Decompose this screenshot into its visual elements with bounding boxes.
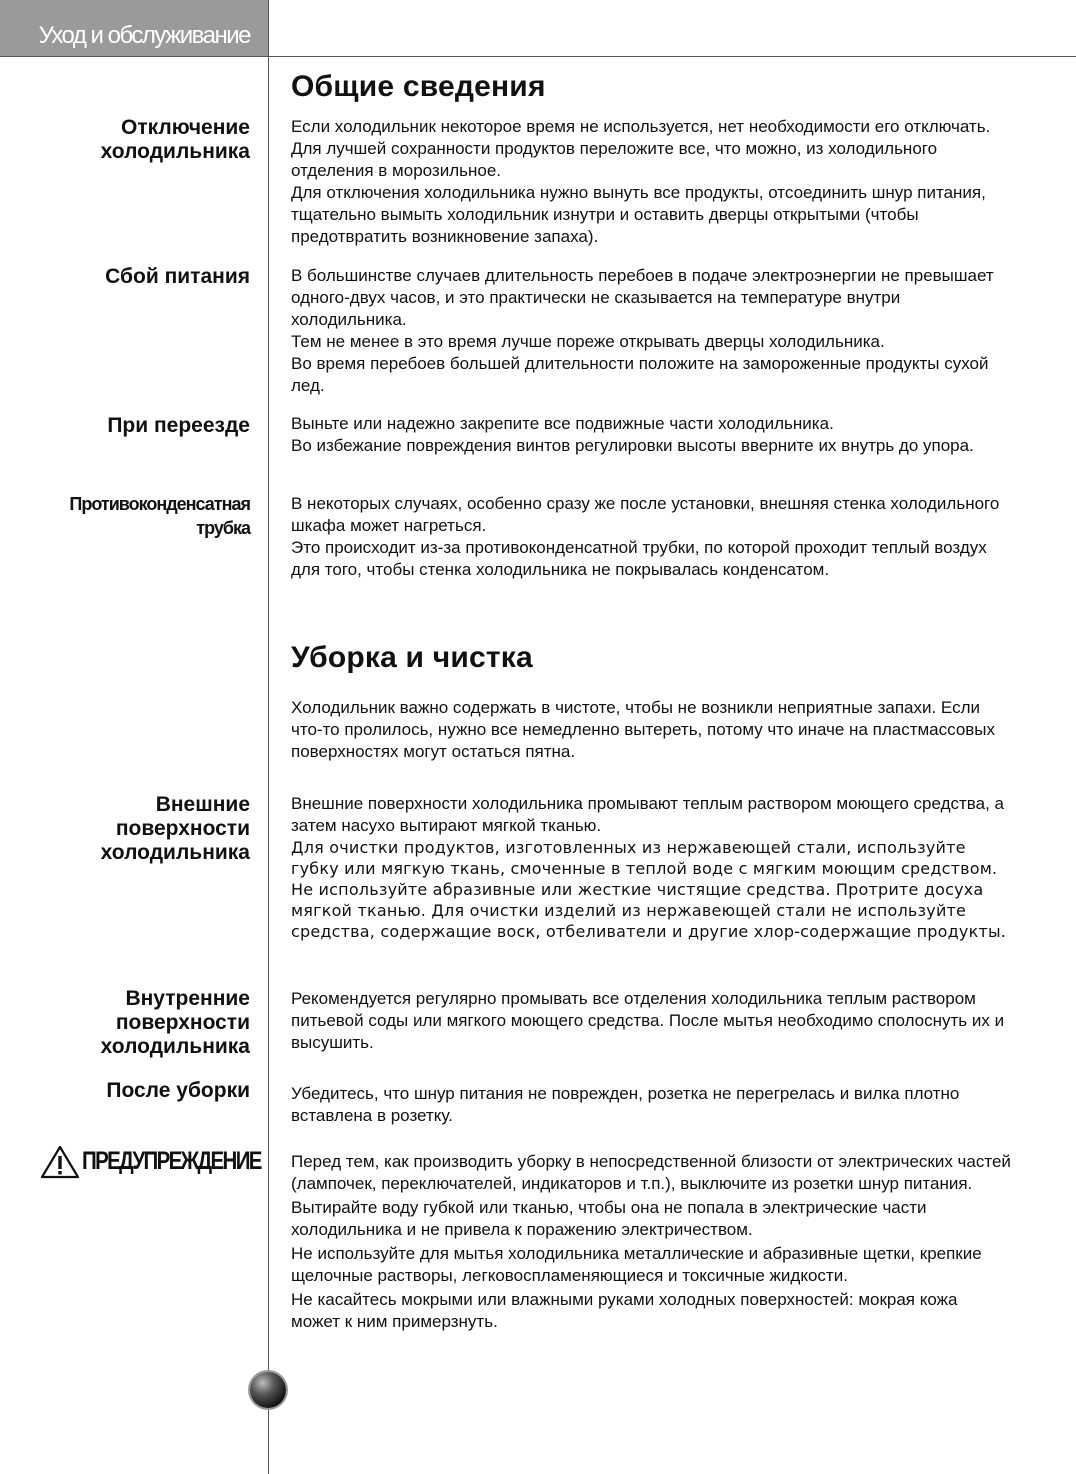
text-moving: Выньте или надежно закрепите все подвижные части холодильника. Во избежание повреждения винтов регулировки высоты вверните их внутрь до упора. xyxy=(291,414,974,455)
text-anticondensation-pipe: В некоторых случаях, особенно сразу же после установки, внешняя стенка холодильного шкафа может нагреться. Это происходит из-за противоконденсатной трубки, по которой проходит теплый воздух для того, чтобы стенка холодильника не покрывалась конденсатом. xyxy=(291,494,1000,579)
label-anticondensation-pipe: Противоконденсатная трубка xyxy=(69,494,250,538)
warning-triangle-icon xyxy=(40,1145,80,1179)
text-exterior-surfaces: Внешние поверхности холодильника промывают теплым раствором моющего средства, а затем насухо вытирают мягкой тканью. Для очистки продуктов, изготовленных из нержавеющей стали, используйте губку или мягкую ткань, смоченные в теплой воде с мягким моющим средством. Не используйте абразивные или жесткие чистящие средства. Протрите досуха мягкой тканью. Для очистки изделий из нержавеющей стали не используйте средства, содержащие воск, отбеливатели и другие хлор-содержащие продукты. xyxy=(291,794,1007,941)
text-switch-off: Если холодильник некоторое время не используется, нет необходимости его отключать. Для лучшей сохранности продуктов переложите все, что можно, из холодильного отделения в морозильное. Для отключения холодильника нужно вынуть все продукты, отсоединить шнур питания, тщательно вымыть холодильник изнутри и оставить дверцы открытыми (чтобы предотвратить возникновение запаха). xyxy=(291,117,991,246)
header-divider xyxy=(0,56,1076,57)
text-power-failure: В большинстве случаев длительность перебоев в подаче электроэнергии не превышает одного-двух часов, и это практически не сказывается на температуре внутри холодильника. Тем не менее в это время лучше пореже открывать дверцы холодильника. Во время перебоев большей длительности положите на замороженные продукты сухой лед. xyxy=(291,266,994,395)
label-interior-surfaces: Внутренние поверхности холодильника xyxy=(100,987,250,1058)
warning-heading xyxy=(40,1145,260,1181)
label-moving: При переезде xyxy=(107,414,250,437)
header-tab-label: Уход и обслуживание xyxy=(38,22,250,49)
label-after-cleaning: После уборки xyxy=(106,1079,250,1102)
text-after-cleaning: Убедитесь, что шнур питания не поврежден, розетка не перегрелась и вилка плотно вставлена в розетку. xyxy=(291,1084,960,1125)
page-marker-dot xyxy=(250,1372,286,1408)
section-title-cleaning: Уборка и чистка xyxy=(291,641,533,674)
text-interior-surfaces: Рекомендуется регулярно промывать все отделения холодильника теплым раствором питьевой соды или мягкого моющего средства. После мытья необходимо сполоснуть их и высушить. xyxy=(291,989,1005,1052)
column-divider xyxy=(268,0,269,1474)
text-warning: Перед тем, как производить уборку в непосредственной близости от электрических частей (лампочек, переключателей, индикаторов и т.п.), выключите из розетки шнур питания. Вытирайте воду губкой или тканью, чтобы она не попала в электрические части холодильника и не привела к поражению электричеством. Не используйте для мытья холодильника металлические и абразивные щетки, крепкие щелочные растворы, легковоспламеняющиеся и токсичные жидкости. Не касайтесь мокрыми или влажными руками холодных поверхностей: мокрая кожа может к ним примерзнуть. xyxy=(291,1152,1011,1331)
text-cleaning-intro: Холодильник важно содержать в чистоте, чтобы не возникли неприятные запахи. Если что-то пролилось, нужно все немедленно вытереть, потому что иначе на пластмассовых поверхностях могут остаться пятна. xyxy=(291,698,996,761)
label-exterior-surfaces: Внешние поверхности холодильника xyxy=(100,793,250,864)
label-power-failure: Сбой питания xyxy=(105,265,250,288)
section-title-general: Общие сведения xyxy=(291,70,546,103)
label-switch-off: Отключение холодильника xyxy=(100,116,250,163)
header-tab xyxy=(0,0,268,56)
warning-label: ПРЕДУПРЕЖДЕНИЕ xyxy=(82,1147,261,1175)
